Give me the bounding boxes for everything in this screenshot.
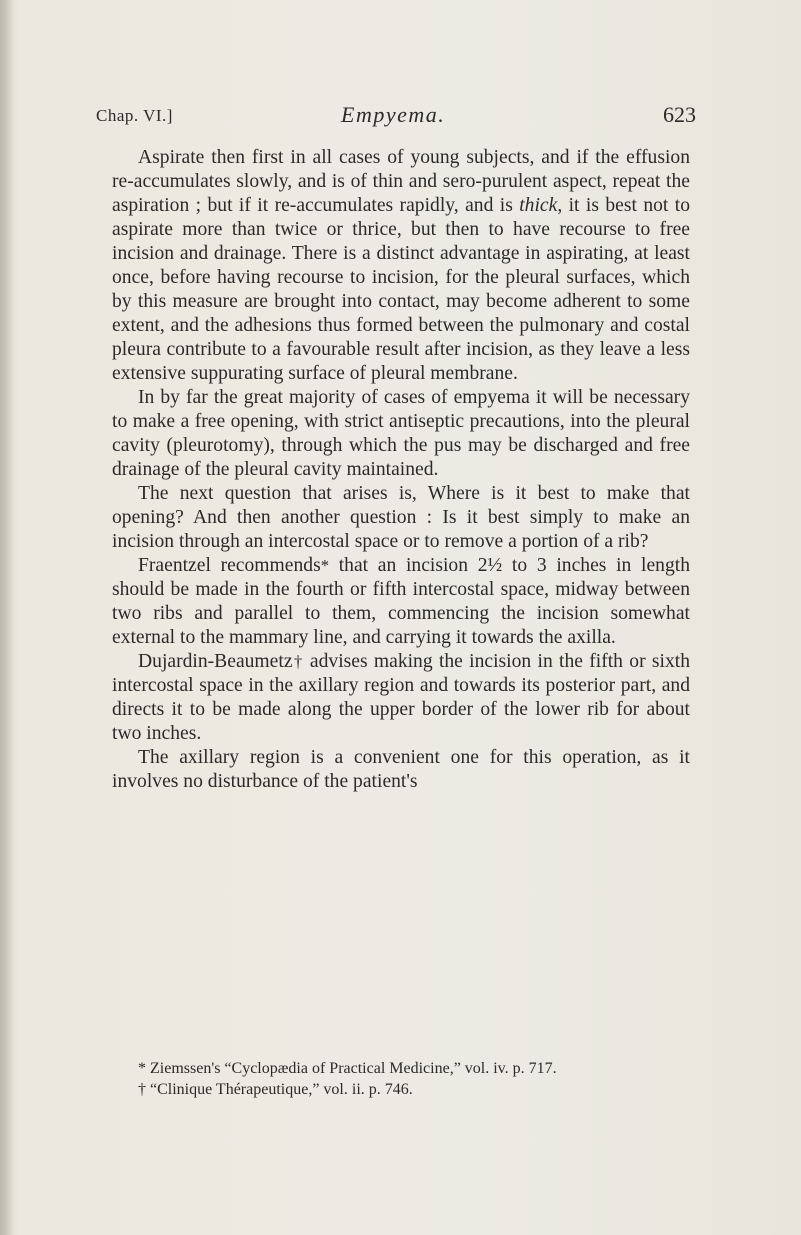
footnote-mark: †: [292, 652, 304, 671]
paragraph-text: advises making the incision in the fifth or sixth intercostal space in the axillary region and towards its posterior part, and directs it to be made along the upper border of the lower rib for about two inches.: [112, 651, 690, 744]
paragraph-text: , it is best not to aspirate more than twice or thrice, but then to have recourse to free incision and drainage. There is a distinct advantage in aspirating, at least once, before having recourse to incision, for the pleural surfaces, which by this measure are brought into contact, may become adherent to some extent, and the adhesions thus formed between the pulmonary and costal pleura contribute to a favourable result after incision, as they leave a less extensive suppurating surface of pleural membrane.: [112, 195, 690, 384]
paragraph-text: Dujardin-Beaumetz: [138, 651, 293, 672]
footnote-ziemssen: * Ziemssen's “Cyclopædia of Practical Medicine,” vol. iv. p. 717.: [138, 1060, 557, 1077]
chapter-label: Chap. VI.]: [96, 106, 173, 125]
binding-shadow: [0, 0, 14, 1235]
paragraph-fraentzel: [112, 554, 690, 650]
body-text: [112, 146, 690, 794]
paragraph-text: that an incision 2½ to 3 inches in length should be made in the fourth or fifth intercostal space, midway between two ribs and parallel to them, commencing the incision somewhat external to the mammary line, and carrying it towards the axilla.: [112, 555, 690, 648]
paragraph-dujardin: [112, 650, 690, 746]
footnotes: [112, 1059, 690, 1099]
paragraph-aspiration: [112, 146, 690, 386]
page-number: 623: [663, 102, 696, 127]
paragraph-axillary: The axillary region is a convenient one for this operation, as it involves no disturbance of the patient's: [112, 747, 690, 792]
paragraph-text: Fraentzel recommends: [138, 555, 321, 576]
footnote-clinique: † “Clinique Thérapeutique,” vol. ii. p. 746.: [138, 1081, 413, 1098]
emphasized-word: thick: [519, 195, 558, 216]
paragraph-question: The next question that arises is, Where is it best to make that opening? And then another question : Is it best simply to make an incision through an intercostal space or to remove a portion of a rib?: [112, 483, 690, 552]
page-header: [96, 104, 696, 136]
paragraph-text: Aspirate then first in all cases of young subjects, and if the effusion re-accumulates slowly, and is of thin and sero-purulent aspect, repeat the aspiration ; but if it re-accumulates rapidly, and is: [112, 147, 690, 216]
footnote-mark: *: [320, 556, 330, 575]
running-title: Empyema.: [341, 102, 446, 127]
paragraph-pleurotomy: In by far the great majority of cases of empyema it will be necessary to make a free opening, with strict antiseptic precautions, into the pleural cavity (pleurotomy), through which the pus may be discharged and free drainage of the pleural cavity maintained.: [112, 387, 690, 480]
